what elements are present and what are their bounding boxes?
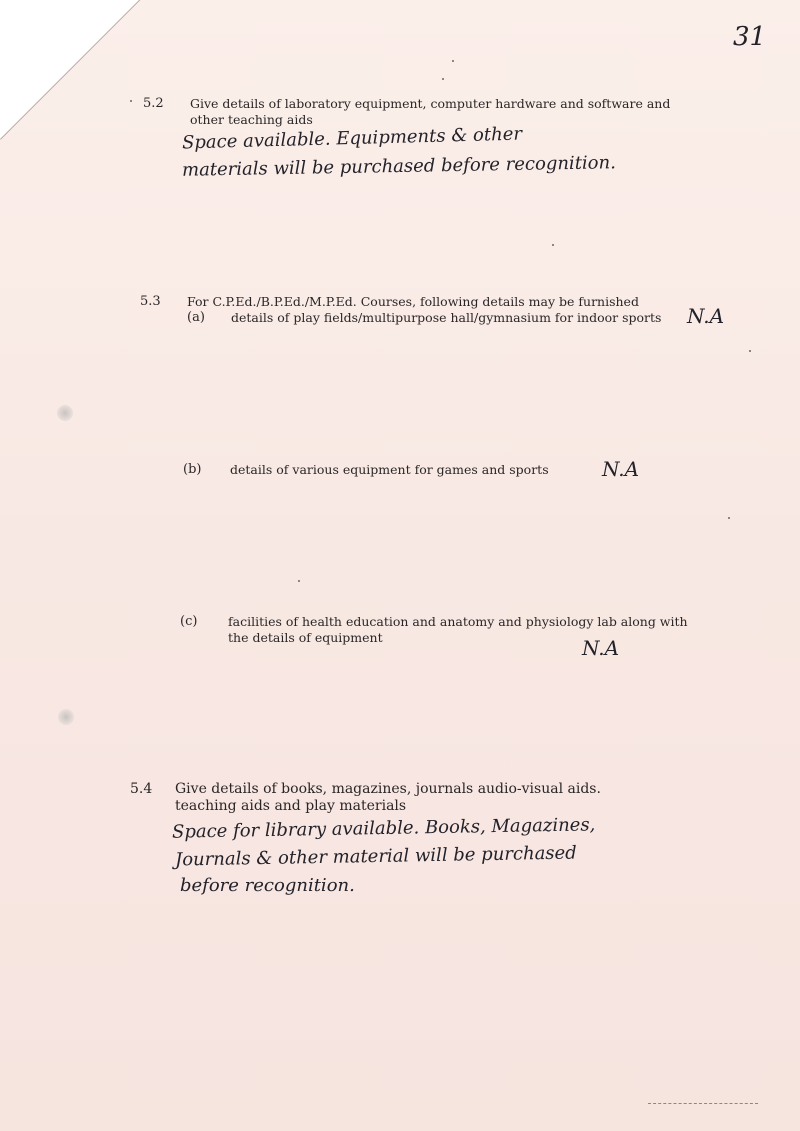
section-5-3-a-text: details of play fields/multipurpose hall/gymnasium for indoor sports: [231, 310, 662, 325]
section-5-3-a-label: (a): [187, 310, 205, 325]
section-5-2-answer-line1: Space available. Equipments & other: [181, 123, 523, 154]
section-5-3-c-line1: facilities of health education and anatomy and physiology lab along with: [228, 614, 688, 629]
footer-dashed-line: [648, 1103, 758, 1104]
section-5-4-question-line2: teaching aids and play materials: [175, 798, 407, 814]
paper-speck: [130, 100, 132, 102]
section-5-2-answer-line2: materials will be purchased before recognition.: [181, 152, 617, 181]
section-5-4-answer-line3: before recognition.: [180, 875, 355, 896]
punch-hole-lower: [58, 709, 74, 725]
paper-speck: [442, 78, 444, 80]
section-5-4-number: 5.4: [130, 781, 153, 797]
section-5-2-number: 5.2: [143, 96, 164, 111]
section-5-4-answer-line2: Journals & other material will be purchased: [174, 842, 577, 871]
section-5-3-intro: For C.P.Ed./B.P.Ed./M.P.Ed. Courses, following details may be furnished: [187, 294, 639, 309]
punch-hole-upper: [57, 405, 73, 421]
section-5-2-question-line2: other teaching aids: [190, 112, 313, 127]
section-5-3-c-line2: the details of equipment: [228, 630, 383, 645]
paper-speck: [728, 517, 730, 519]
section-5-3-b-answer: N.A: [602, 457, 640, 481]
section-5-2-question-line1: Give details of laboratory equipment, computer hardware and software and: [190, 96, 671, 111]
paper-speck: [552, 244, 554, 246]
section-5-3-b-text: details of various equipment for games and sports: [230, 462, 549, 477]
section-5-4-answer-line1: Space for library available. Books, Magazines,: [171, 814, 596, 843]
section-5-3-c-answer: N.A: [582, 636, 620, 660]
paper-speck: [452, 60, 454, 62]
page-number: 31: [733, 22, 767, 52]
section-5-3-a-answer: N.A: [687, 304, 725, 328]
section-5-3-number: 5.3: [140, 294, 161, 309]
section-5-3-b-label: (b): [183, 462, 202, 477]
section-5-4-question-line1: Give details of books, magazines, journals audio-visual aids.: [175, 781, 601, 797]
paper-speck: [749, 350, 751, 352]
section-5-3-c-label: (c): [180, 614, 198, 629]
paper-speck: [298, 580, 300, 582]
